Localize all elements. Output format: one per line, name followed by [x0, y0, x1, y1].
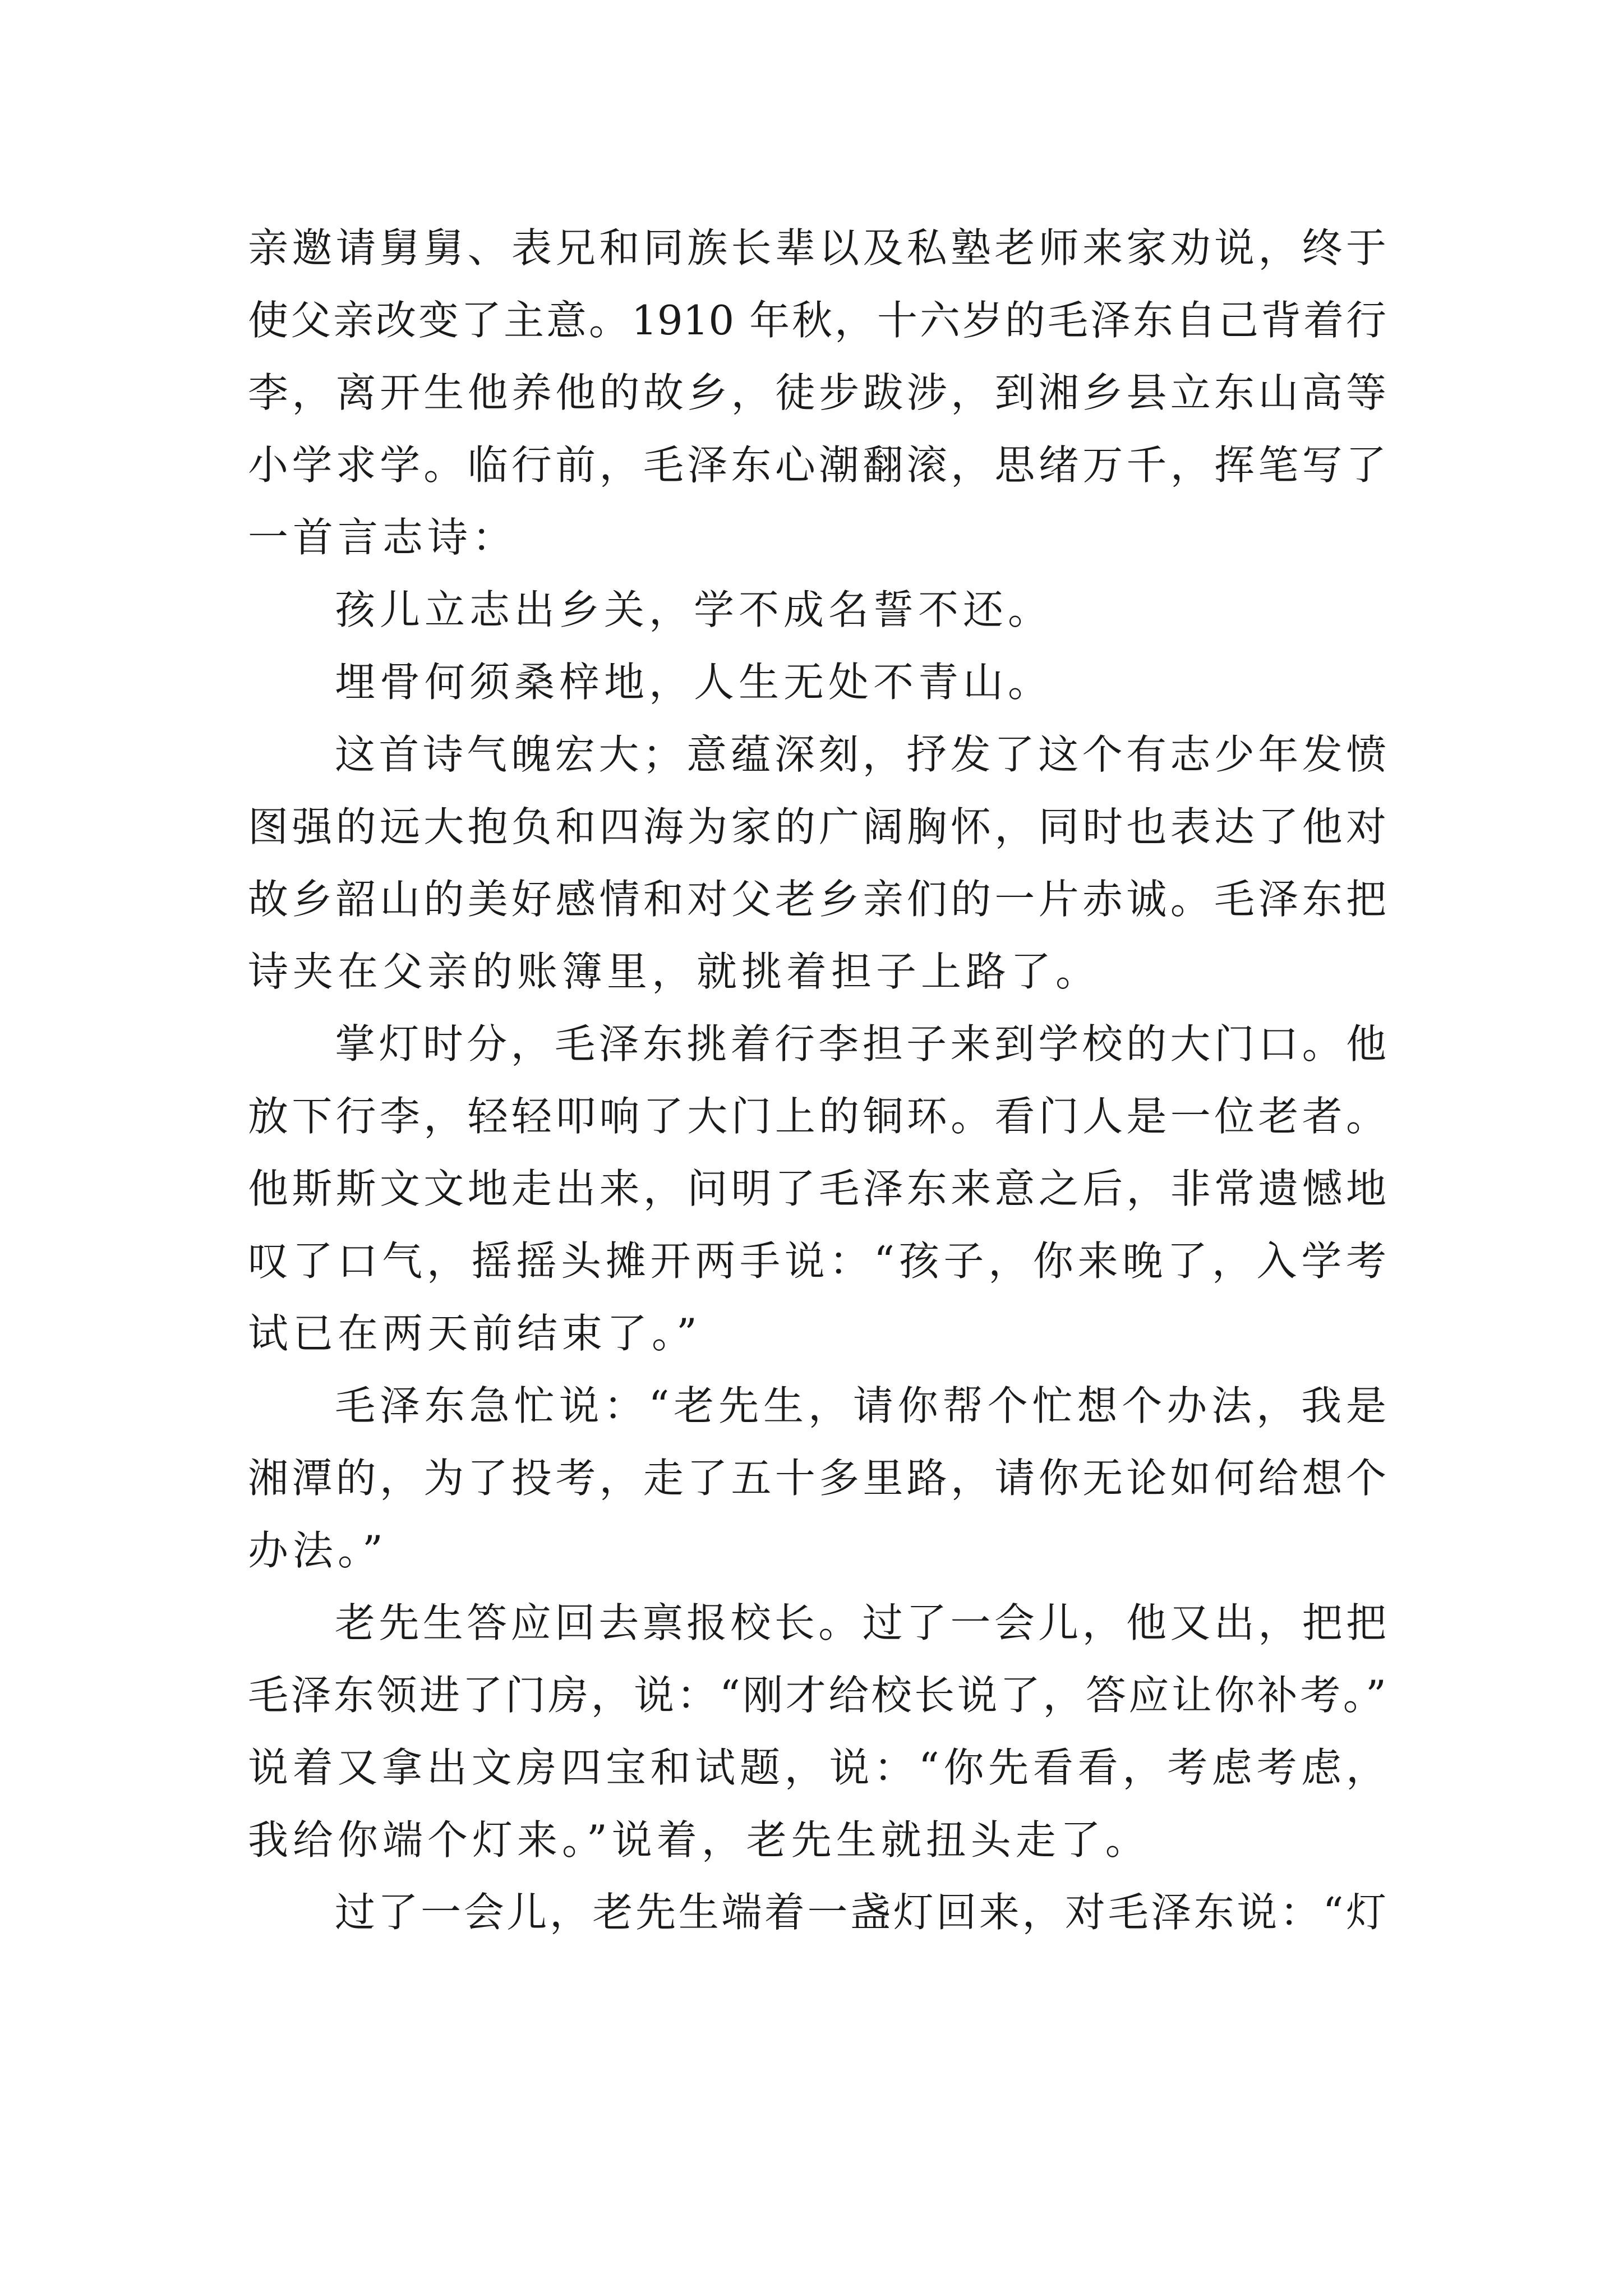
text-line: 放下行李，轻轻叩响了大门上的铜环。看门人是一位老者。: [248, 1093, 1386, 1140]
text-line: 亲邀请舅舅、表兄和同族长辈以及私塾老师来家劝说，终于: [248, 224, 1386, 272]
text-line: 掌灯时分，毛泽东挑着行李担子来到学校的大门口。他: [335, 1020, 1386, 1068]
text-line: 图强的远大抱负和四海为家的广阔胸怀，同时也表达了他对: [248, 803, 1386, 850]
text-line: 毛泽东领进了门房，说：“刚才给校长说了，答应让你补考。”: [248, 1672, 1386, 1719]
text-line: 办法。”: [248, 1527, 388, 1574]
text-line: 李，离开生他养他的故乡，徒步跋涉，到湘乡县立东山高等: [248, 369, 1386, 416]
text-line: 故乡韶山的美好感情和对父老乡亲们的一片赤诚。毛泽东把: [248, 876, 1386, 923]
text-line: 这首诗气魄宏大；意蕴深刻，抒发了这个有志少年发愤: [335, 731, 1386, 778]
text-line: 他斯斯文文地走出来，问明了毛泽东来意之后，非常遗憾地: [248, 1165, 1386, 1212]
text-line: 诗夹在父亲的账簿里，就挑着担子上路了。: [248, 948, 1101, 995]
text-line: 使父亲改变了主意。1910 年秋，十六岁的毛泽东自己背着行: [248, 297, 1386, 344]
text-line: 说着又拿出文房四宝和试题，说：“你先看看，考虑考虑，: [248, 1744, 1386, 1791]
text-line: 一首言志诗：: [248, 514, 518, 561]
text-line: 埋骨何须桑梓地，人生无处不青山。: [335, 659, 1053, 706]
text-line: 过了一会儿，老先生端着一盏灯回来，对毛泽东说：“灯: [335, 1889, 1386, 1936]
text-line: 湘潭的，为了投考，走了五十多里路，请你无论如何给想个: [248, 1455, 1386, 1502]
body-text: [248, 212, 1386, 1949]
text-line: 老先生答应回去禀报校长。过了一会儿，他又出，把把: [335, 1599, 1386, 1646]
text-line: 孩儿立志出乡关，学不成名誓不还。: [335, 586, 1053, 633]
text-line: 小学求学。临行前，毛泽东心潮翻滚，思绪万千，挥笔写了: [248, 441, 1386, 489]
text-line: 试已在两天前结束了。”: [248, 1310, 702, 1357]
text-line: 毛泽东急忙说：“老先生，请你帮个忙想个办法，我是: [335, 1382, 1386, 1429]
text-line: 叹了口气，摇摇头摊开两手说：“孩子，你来晚了，入学考: [248, 1237, 1386, 1285]
text-line: 我给你端个灯来。”说着，老先生就扭头走了。: [248, 1816, 1150, 1864]
